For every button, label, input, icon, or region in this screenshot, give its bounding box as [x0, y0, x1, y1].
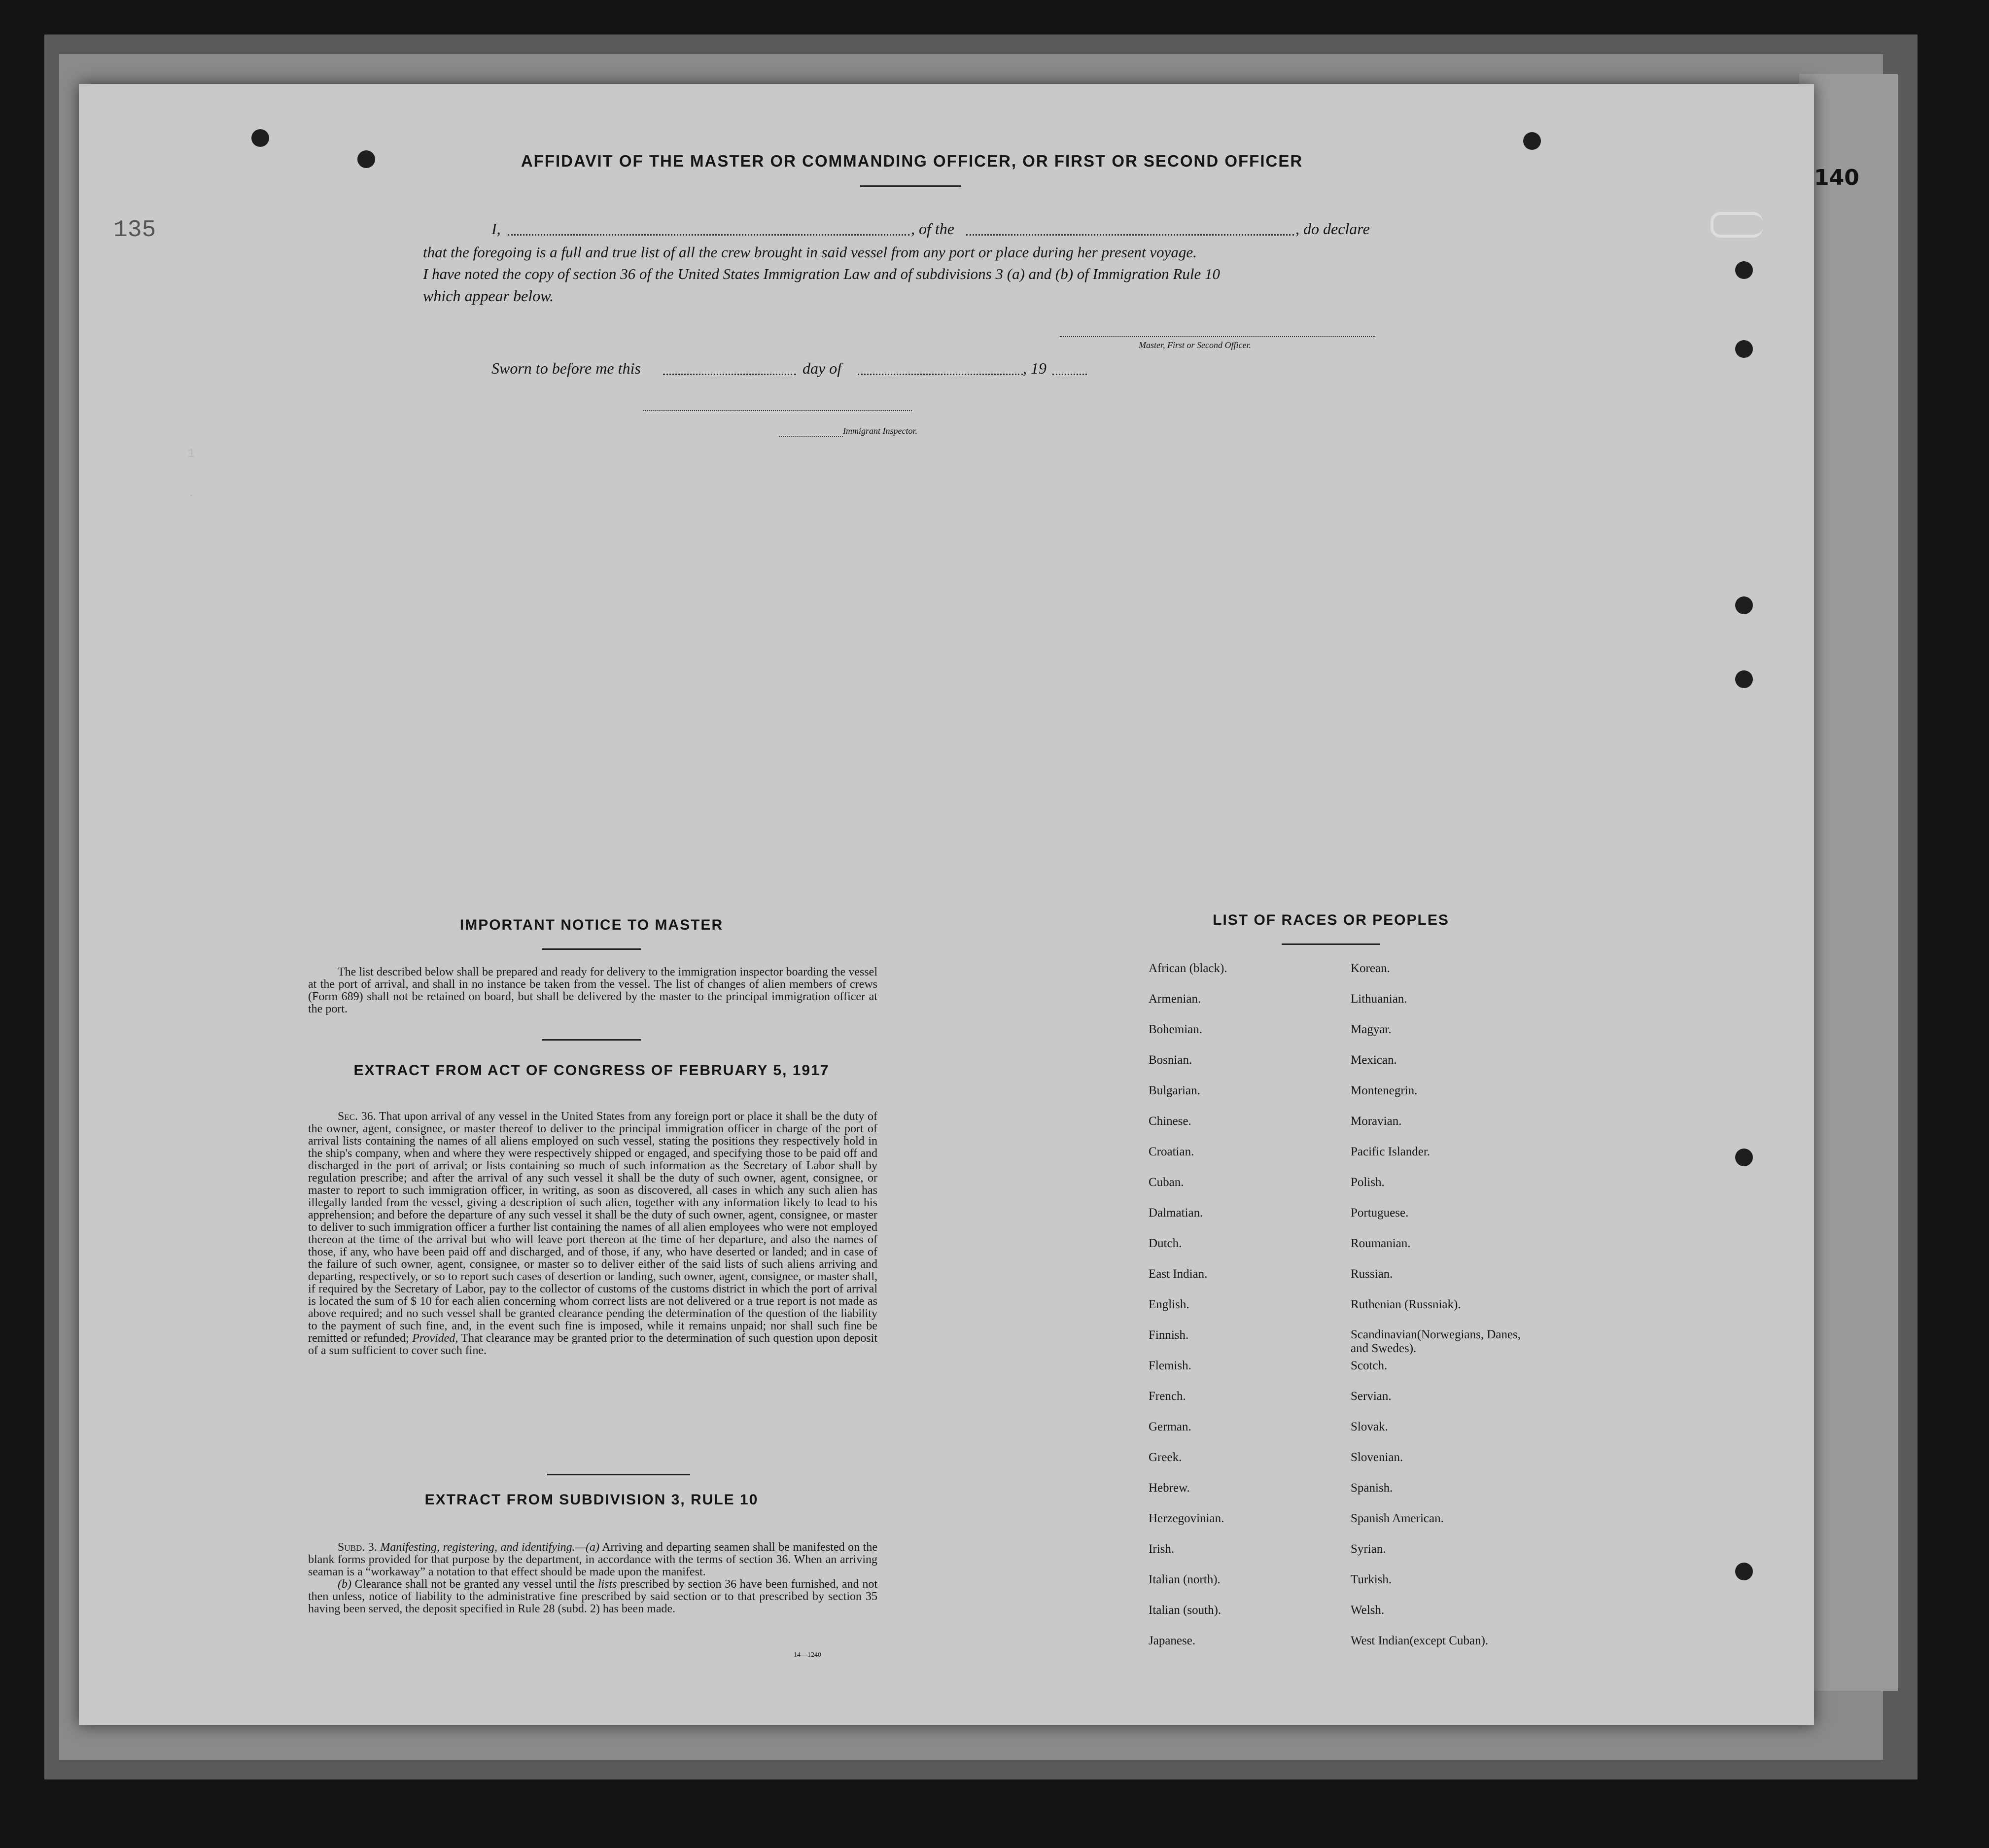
notice-underline: [542, 948, 641, 950]
race-item: Russian.: [1351, 1267, 1393, 1281]
race-item: Armenian.: [1149, 992, 1201, 1006]
race-item: Servian.: [1351, 1390, 1392, 1403]
act-paragraph-b: That clearance may be granted prior to the determination of such question upon deposit of a sum sufficient to cover such fine.: [308, 1332, 878, 1357]
punch-hole: [1735, 596, 1753, 614]
race-item: Bosnian.: [1149, 1053, 1192, 1067]
vessel-blank: [966, 234, 1294, 236]
master-label: Master, First or Second Officer.: [1139, 340, 1251, 350]
race-item: Turkish.: [1351, 1573, 1392, 1586]
declare-of-the: , of the: [911, 220, 954, 238]
race-item: Cuban.: [1149, 1176, 1184, 1189]
race-item: Lithuanian.: [1351, 992, 1407, 1006]
race-item: Croatian.: [1149, 1145, 1194, 1158]
bleed-through-text: .: [187, 486, 196, 500]
act-paragraph-a: That upon arrival of any vessel in the United States from any foreign port or place it shall be the duty of the owner, agent, consignee, or master thereof to deliver to the principal immigration officer in charge of the port of arrival lists containing the names of all aliens employed on such vessel, stating the positions they respectively hold in the ship's company, when and where they were respectively shipped or engaged, and specifying those to be paid off and discharged in the port of arrival; or lists containing so much of such information as the Secretary of Labor shall by regulation prescribe; and after the arrival of any such vessel it shall be the duty of such owner, agent, consignee, or master to report to such immigration officer, in writing, as soon as discovered, all cases in which any such alien has illegally landed from the vessel, giving a description of such alien, together with any information likely to lead to his apprehension; and before the departure of any such vessel it shall be the duty of such owner, agent, consignee, or master to deliver to such immigration officer a further list containing the names of all alien employees who were not employed thereon at the time of the arrival but who will leave port thereon at the time of her departure, and also the names of those, if any, who have been paid off and discharged, and of those, if any, who have deserted or landed; and in case of the failure of such owner, agent, consignee, or master so to deliver either of the said lists of such aliens arriving and departing, respectively, or so to report such cases of desertion or landing, such owner, agent, consignee, or master shall, if required by the Secretary of Labor, pay to the collector of customs of the customs district in which the port of arrival is located the sum of $ 10 for each alien concerning whom correct lists are not delivered or a true report is not made as above required; and no such vessel shall be granted clearance pending the determination of the question of the liability to the payment of such fine, and, in the event such fine is imposed, while it remains unpaid; nor shall such fine be remitted or refunded;: [308, 1110, 877, 1345]
sworn-day-label: day of: [803, 359, 842, 377]
race-item: Roumanian.: [1351, 1237, 1411, 1250]
punch-hole: [251, 129, 269, 147]
race-item: Dalmatian.: [1149, 1206, 1203, 1220]
rule10-subd-label: Subd. 3.: [338, 1541, 377, 1554]
races-underline: [1282, 943, 1380, 945]
section-divider-2: [547, 1474, 690, 1475]
race-item: Korean.: [1351, 962, 1390, 975]
race-item: Chinese.: [1149, 1115, 1191, 1128]
race-item: Ruthenian (Russniak).: [1351, 1298, 1461, 1311]
race-item: Portuguese.: [1351, 1206, 1409, 1220]
declare-end: , do declare: [1295, 220, 1370, 238]
punch-hole: [1735, 1149, 1753, 1166]
race-item: Hebrew.: [1149, 1481, 1190, 1495]
sworn-day-blank: [663, 374, 796, 375]
races-left-column: [1149, 961, 1227, 1664]
rule10-subd-title: Manifesting, registering, and identifying.—(a): [380, 1541, 599, 1554]
race-item: Japanese.: [1149, 1634, 1196, 1647]
punch-hole: [1735, 261, 1753, 279]
race-item: Spanish American.: [1351, 1512, 1444, 1525]
race-item: West Indian(except Cuban).: [1351, 1634, 1489, 1647]
notice-text: [308, 966, 877, 1015]
races-right-column: [1351, 961, 1528, 1664]
race-item: African (black).: [1149, 962, 1227, 975]
page-number: 140: [1814, 165, 1859, 190]
punch-hole: [1735, 340, 1753, 358]
name-blank: [508, 234, 909, 236]
race-item: Bulgarian.: [1149, 1084, 1200, 1097]
title-underline: [860, 185, 961, 187]
race-item: Syrian.: [1351, 1542, 1386, 1556]
race-item: Irish.: [1149, 1542, 1175, 1556]
race-item: Bohemian.: [1149, 1023, 1203, 1036]
page-edge-strip: [1799, 74, 1898, 1691]
punch-hole: [357, 150, 375, 168]
declare-i: I,: [491, 220, 501, 238]
affidavit-line-2: that the foregoing is a full and true list of all the crew brought in said vessel from any port or place during her present voyage.: [423, 244, 1197, 261]
sworn-month-blank: [858, 374, 1023, 375]
race-item: Dutch.: [1149, 1237, 1182, 1250]
races-title: LIST OF RACES OR PEOPLES: [1213, 912, 1449, 928]
notice-paragraph: The list described below shall be prepared and ready for delivery to the immigration inspector boarding the vessel at the port of arrival, and shall in no instance be taken from the vessel. The list of changes of alien members of crews (Form 689) shall not be retained on board, but shall be delivered by the master to the principal immigration officer at the port.: [308, 966, 877, 1015]
inspector-label: Immigrant Inspector.: [843, 426, 917, 436]
race-item: Polish.: [1351, 1176, 1385, 1189]
rule10-title: EXTRACT FROM SUBDIVISION 3, RULE 10: [424, 1492, 759, 1508]
race-item: Herzegovinian.: [1149, 1512, 1224, 1525]
race-item: Welsh.: [1351, 1604, 1385, 1617]
affidavit-title: AFFIDAVIT OF THE MASTER OR COMMANDING OFFICER, OR FIRST OR SECOND OFFICER: [521, 152, 1303, 170]
race-item: Montenegrin.: [1351, 1084, 1418, 1097]
race-item: English.: [1149, 1298, 1189, 1311]
act-title: EXTRACT FROM ACT OF CONGRESS OF FEBRUARY 5, 1917: [353, 1062, 830, 1079]
rule10-paragraph-a: Arriving and departing seamen shall be manifested on the blank forms provided for that purpose by the department, in accordance with the terms of section 36. When an arriving seaman is a “workaway” a notation to that effect should be made upon the manifest.: [308, 1541, 878, 1578]
punch-hole: [1735, 1563, 1753, 1580]
race-item: Magyar.: [1351, 1023, 1392, 1036]
race-item: Scotch.: [1351, 1359, 1388, 1372]
race-item: East Indian.: [1149, 1267, 1208, 1281]
race-item: Italian (north).: [1149, 1573, 1221, 1586]
rule10-lists-word: lists: [597, 1578, 617, 1591]
inspector-signature-line: [643, 410, 912, 411]
act-text: [308, 1111, 877, 1357]
sworn-year-blank: [1052, 374, 1087, 375]
race-item: Italian (south).: [1149, 1604, 1221, 1617]
sworn-prefix: Sworn to before me this: [491, 359, 641, 377]
section-divider: [542, 1039, 641, 1041]
race-item: French.: [1149, 1390, 1186, 1403]
inspector-signature-line-2: [779, 436, 843, 437]
rule10-paragraph-b2: prescribed by section 36 have been furnished, and not then unless, notice of liability to the administrative fine prescribed by said section or to that prescribed by section 35 having been served, the deposit specified in Rule 28 (subd. 2) has been made.: [308, 1578, 878, 1615]
affidavit-line-3: I have noted the copy of section 36 of the United States Immigration Law and of subdivisions 3 (a) and (b) of Immigration Rule 10: [423, 265, 1220, 282]
race-item: Pacific Islander.: [1351, 1145, 1431, 1158]
punch-hole: [1523, 132, 1541, 150]
sworn-year-label: , 19: [1023, 359, 1047, 377]
race-item: Spanish.: [1351, 1481, 1393, 1495]
rule10-text: [308, 1541, 877, 1615]
margin-mark: 135: [113, 217, 156, 244]
race-item: Finnish.: [1149, 1328, 1189, 1342]
race-item: Scandinavian(Norwegians, Danes, and Swedes).: [1351, 1328, 1521, 1355]
race-item: Greek.: [1149, 1451, 1182, 1464]
race-item: Flemish.: [1149, 1359, 1191, 1372]
race-item: Slovak.: [1351, 1420, 1388, 1433]
notice-title: IMPORTANT NOTICE TO MASTER: [459, 917, 724, 933]
race-item: Moravian.: [1351, 1115, 1402, 1128]
act-section-label: Sec. 36.: [338, 1110, 376, 1123]
paper-clip: [1710, 212, 1763, 238]
race-item: Slovenian.: [1351, 1451, 1403, 1464]
form-number: 14—1240: [794, 1651, 821, 1659]
act-provided: Provided,: [412, 1332, 458, 1345]
punch-hole: [1735, 670, 1753, 688]
bleed-through-text: 1: [187, 446, 196, 461]
form-page: [79, 84, 1814, 1725]
race-item: German.: [1149, 1420, 1191, 1433]
master-signature-line: [1060, 336, 1375, 337]
rule10-paragraph-b1: Clearance shall not be granted any vessel until the: [354, 1578, 595, 1591]
rule10-b-label: (b): [338, 1578, 351, 1591]
affidavit-line-4: which appear below.: [423, 287, 554, 305]
race-item: Mexican.: [1351, 1053, 1397, 1067]
